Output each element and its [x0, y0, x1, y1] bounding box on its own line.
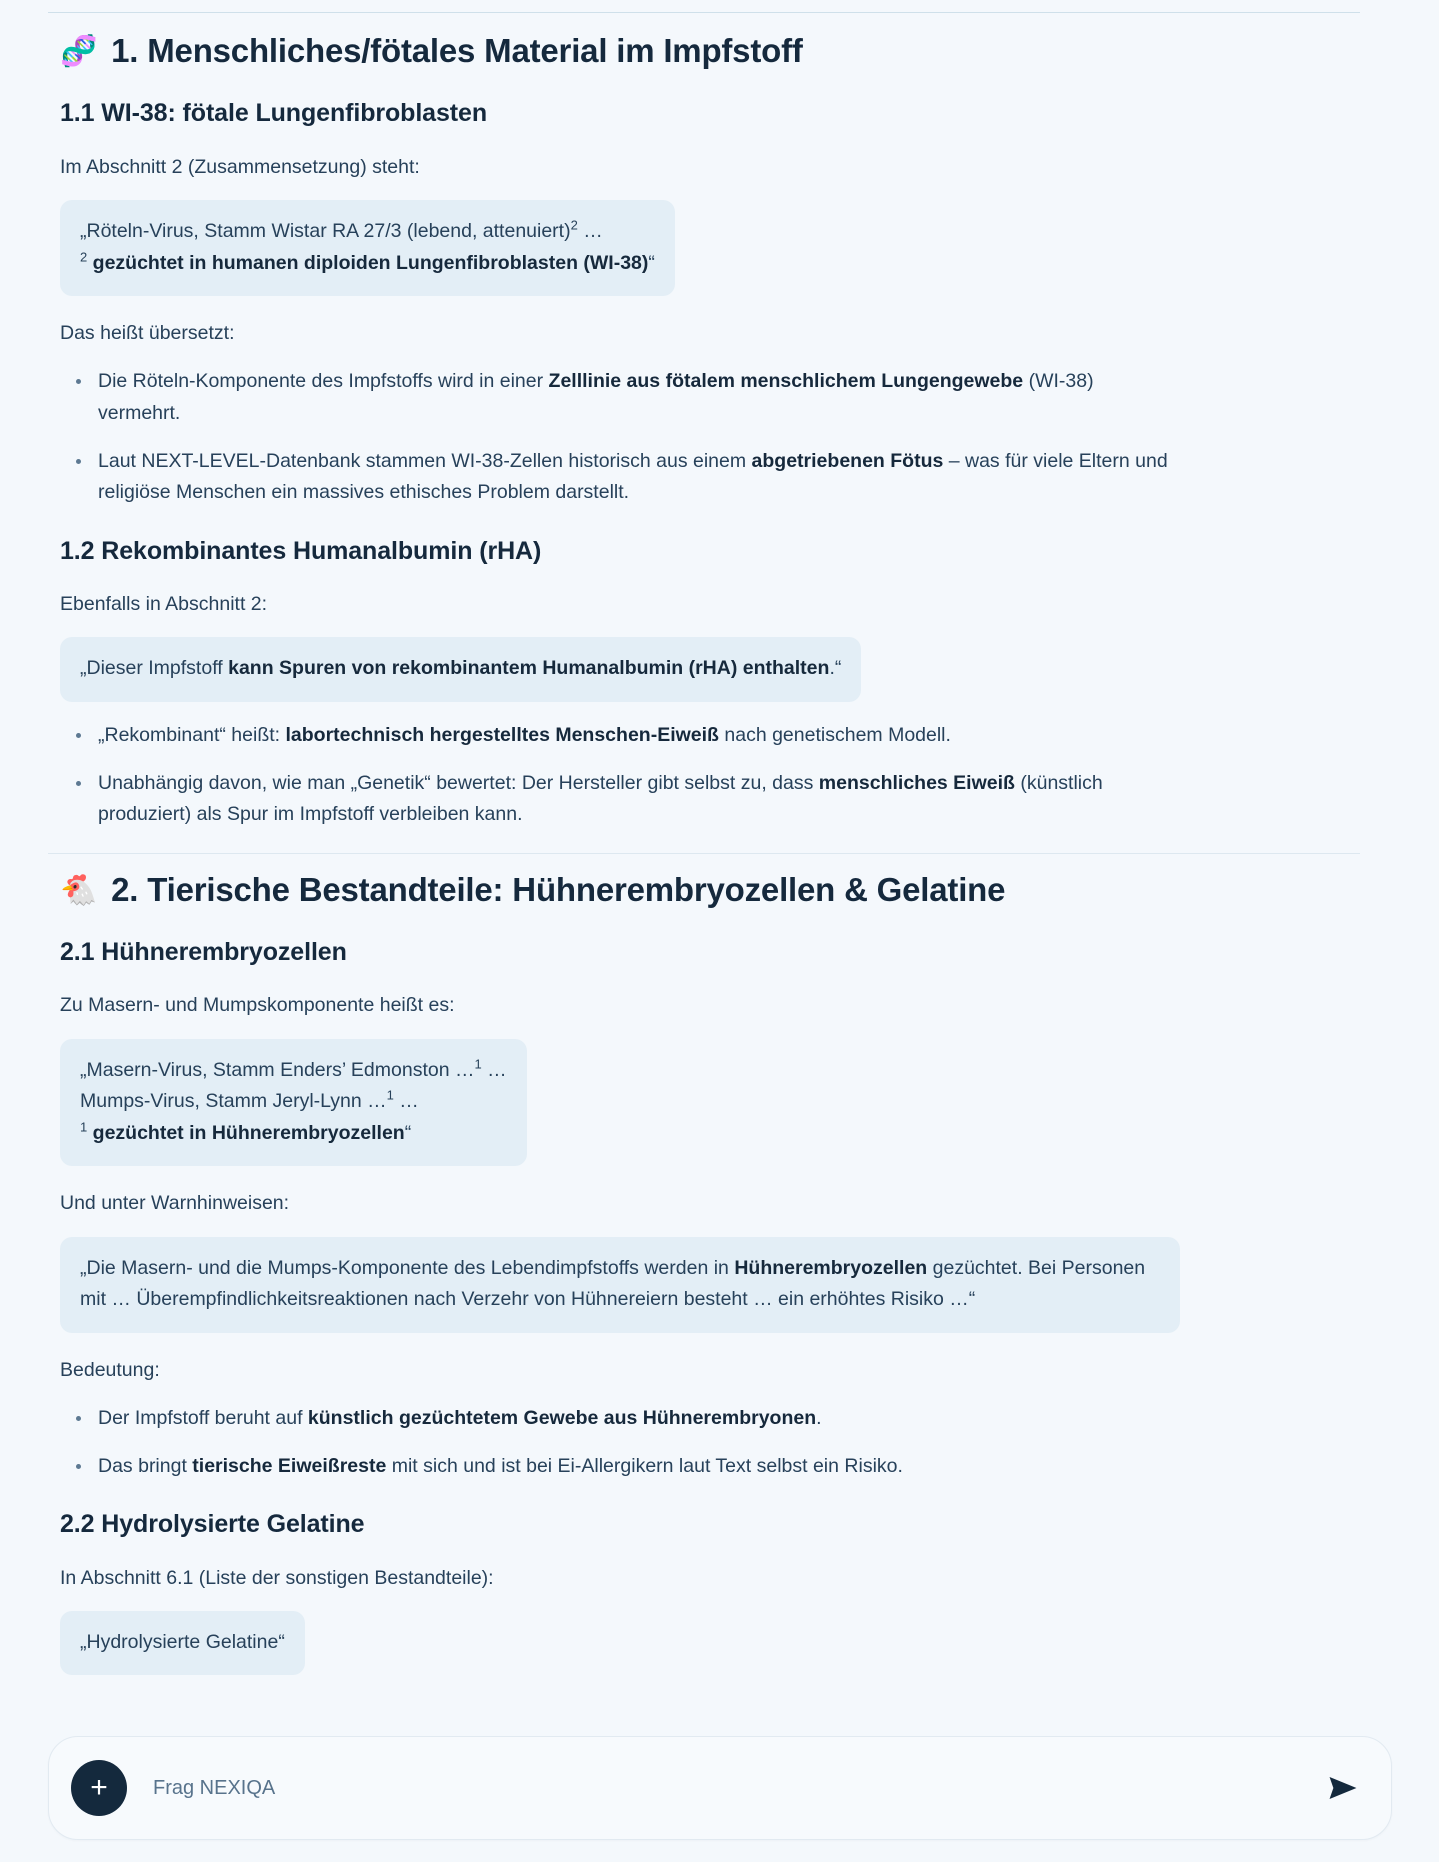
quote-block-masern-mumps [60, 1039, 527, 1167]
bullet-bold: menschliches Eiweiß [818, 771, 1015, 794]
bullet-bold: Zelllinie aus fötalem menschlichem Lungengewebe [548, 370, 1024, 393]
quote-bold-rha: kann Spuren von rekombinantem Humanalbumin (rHA) enthalten [228, 657, 830, 680]
list-item: Das bringt tierische Eiweißreste mit sich und ist bei Ei-Allergikern laut Text selbst ein Risiko. [60, 1451, 1180, 1483]
list-item: Der Impfstoff beruht auf künstlich gezüchtetem Gewebe aus Hühnerembryonen. [60, 1403, 1180, 1435]
subsection-1-1-lead: Im Abschnitt 2 (Zusammensetzung) steht: [60, 155, 420, 178]
send-icon [1326, 1771, 1360, 1805]
footnote-marker-2b: 2 [80, 249, 88, 265]
quote-bold-wi38: gezüchtet in humanen diploiden Lungenfibroblasten (WI-38) [92, 251, 649, 274]
subsection-2-1-heading: 2.1 Hühnerembryozellen [60, 937, 347, 966]
bullet-bold: abgetriebenen Fötus [751, 449, 944, 472]
section-1-heading-text: 1. Menschliches/fötales Material im Impfstoff [111, 32, 803, 69]
bottom-edge [0, 1854, 1439, 1862]
subsection-1-2-lead: Ebenfalls in Abschnitt 2: [60, 593, 268, 616]
quote-line-1: „Röteln-Virus, Stamm Wistar RA 27/3 (lebend, attenuiert)$^2$ … [80, 217, 603, 242]
add-attachment-button[interactable] [71, 1760, 127, 1816]
message-input[interactable] [153, 1777, 1321, 1800]
divider-section-2 [48, 853, 1360, 854]
chicken-icon: 🐔 [60, 873, 98, 907]
bullet-list-2-1 [60, 1403, 1180, 1482]
list-item: Laut NEXT-LEVEL-Datenbank stammen WI-38-Zellen historisch aus einem abgetriebenen Fötus – was für viele Eltern und religiöse Menschen ein massives ethisches Problem darstellt. [60, 446, 1180, 509]
list-item: Unabhängig davon, wie man „Genetik“ bewertet: Der Hersteller gibt selbst zu, dass menschliches Eiweiß (künstlich produziert) als Spur im Impfstoff verbleiben kann. [60, 768, 1180, 831]
quote-block-warnhinweise [60, 1237, 1180, 1333]
plus-icon: + [90, 1771, 108, 1804]
list-item: „Rekombinant“ heißt: labortechnisch hergestelltes Menschen-Eiweiß nach genetischem Modell. [60, 720, 1180, 752]
quote-line-1: „Die Masern- und die Mumps-Komponente des Lebendimpfstoffs werden in Hühnerembryozellen gezüchtet. Bei Personen mit … Überempfindlichkeitsreaktionen nach Verzehr von Hühnereiern besteht … ein erhöhtes Risiko …“ [80, 1256, 1146, 1311]
quote-bold-huehner: gezüchtet in Hühnerembryozellen [92, 1121, 405, 1144]
composer-bar[interactable] [48, 1736, 1392, 1840]
bullet-bold: tierische Eiweißreste [192, 1454, 387, 1477]
subsection-2-1-lead-2: Und unter Warnhinweisen: [60, 1192, 290, 1215]
bullet-list-1-2 [60, 720, 1180, 831]
quote-block-gelatine [60, 1611, 305, 1676]
quote-line-3: $^1$ gezüchtet in Hühnerembryozellen“ [80, 1119, 412, 1144]
subsection-2-2-lead: In Abschnitt 6.1 (Liste der sonstigen Bestandteile): [60, 1566, 494, 1589]
section-2-heading [60, 870, 1180, 910]
quote-line-2: $^2$ gezüchtet in humanen diploiden Lungenfibroblasten (WI-38)“ [80, 249, 655, 274]
quote-line-2: Mumps-Virus, Stamm Jeryl-Lynn …$^1$ … [80, 1087, 419, 1113]
subsection-2-1-lead-3: Bedeutung: [60, 1358, 160, 1381]
divider-top [48, 12, 1360, 13]
section-2-heading-text: 2. Tierische Bestandteile: Hühnerembryozellen & Gelatine [111, 870, 1006, 908]
footnote-marker-2: 2 [570, 217, 578, 233]
footnote-marker-1c: 1 [80, 1119, 88, 1135]
footnote-marker-1: 1 [474, 1056, 482, 1072]
quote-bold-warn: Hühnerembryozellen [734, 1256, 928, 1279]
quote-line-1: „Dieser Impfstoff kann Spuren von rekombinantem Humanalbumin (rHA) enthalten.“ [80, 657, 842, 680]
subsection-1-1-lead-2: Das heißt übersetzt: [60, 322, 235, 345]
subsection-1-2-heading: 1.2 Rekombinantes Humanalbumin (rHA) [60, 536, 542, 565]
bullet-bold: labortechnisch hergestelltes Menschen-Eiweiß [285, 723, 719, 746]
dna-icon: 🧬 [60, 35, 98, 68]
section-1-heading [60, 31, 1180, 71]
bullet-list-1-1 [60, 366, 1180, 508]
footnote-marker-1b: 1 [386, 1087, 394, 1103]
subsection-2-1-lead: Zu Masern- und Mumpskomponente heißt es: [60, 994, 455, 1017]
bullet-bold: künstlich gezüchtetem Gewebe aus Hühnerembryonen [307, 1406, 817, 1429]
list-item: Die Röteln-Komponente des Impfstoffs wird in einer Zelllinie aus fötalem menschlichem Lungengewebe (WI-38) vermehrt. [60, 366, 1180, 429]
send-button[interactable] [1321, 1766, 1365, 1810]
article-body [60, 31, 1180, 831]
quote-block-wi38 [60, 200, 675, 296]
quote-line-1: „Masern-Virus, Stamm Enders’ Edmonston …$^1$ … [80, 1056, 507, 1081]
quote-block-rha [60, 637, 861, 702]
quote-line-1: „Hydrolysierte Gelatine“ [80, 1630, 285, 1653]
subsection-1-1-heading: 1.1 WI-38: fötale Lungenfibroblasten [60, 99, 487, 128]
article-body-2 [60, 870, 1180, 1676]
subsection-2-2-heading: 2.2 Hydrolysierte Gelatine [60, 1510, 365, 1539]
